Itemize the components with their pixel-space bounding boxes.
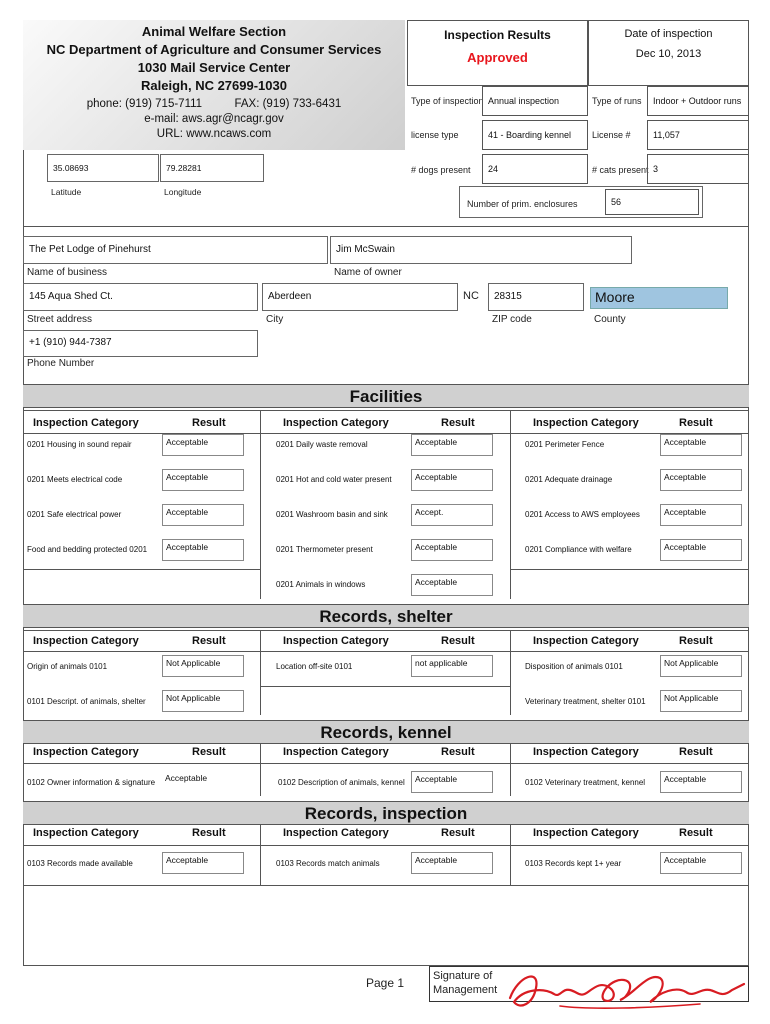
facilities-result[interactable]: Acceptable [660, 539, 742, 561]
col-header-result: Result [679, 746, 713, 758]
records-inspection-item: 0103 Records made available [27, 859, 133, 868]
inspection-results-box [407, 20, 588, 86]
records-shelter-result[interactable]: Not Applicable [162, 690, 244, 712]
business-name-field[interactable]: The Pet Lodge of Pinehurst [23, 236, 328, 264]
page-number: Page 1 [366, 976, 405, 990]
latitude-label: Latitude [51, 187, 82, 197]
inspection-date-label: Date of inspection [624, 28, 713, 40]
owner-name-field[interactable]: Jim McSwain [330, 236, 632, 264]
col-header-category: Inspection Category [283, 635, 389, 647]
phone-label: Phone Number [27, 358, 95, 369]
type-of-inspection-label: Type of inspection [411, 96, 484, 106]
records-shelter-result[interactable]: not applicable [411, 655, 493, 677]
column-divider [260, 630, 261, 715]
facilities-result[interactable]: Acceptable [411, 539, 493, 561]
records-inspection-item: 0103 Records kept 1+ year [525, 859, 622, 868]
column-divider [510, 630, 511, 715]
inspection-results-label: Inspection Results [444, 28, 551, 42]
license-number-label: License # [592, 130, 631, 140]
facilities-item: 0201 Safe electrical power [27, 510, 122, 519]
col-header-category: Inspection Category [33, 635, 139, 647]
divider [23, 885, 749, 886]
records-kennel-result[interactable]: Acceptable [660, 771, 742, 793]
facilities-item: 0201 Thermometer present [276, 545, 373, 554]
column-divider [260, 825, 261, 885]
column-divider [510, 744, 511, 796]
county-label: County [594, 314, 626, 325]
records-kennel-result[interactable]: Acceptable [411, 771, 493, 793]
cats-present-label: # cats present [592, 165, 649, 175]
facilities-result[interactable]: Acceptable [162, 539, 244, 561]
column-divider [510, 825, 511, 885]
col-header-result: Result [192, 827, 226, 839]
facilities-item: 0201 Perimeter Fence [525, 440, 605, 449]
street-address-label: Street address [27, 314, 93, 325]
agency-fax: FAX: (919) 733-6431 [234, 98, 342, 110]
col-header-category: Inspection Category [283, 827, 389, 839]
county-field[interactable]: Moore [590, 287, 728, 309]
facilities-result[interactable]: Acceptable [411, 574, 493, 596]
facilities-item: 0201 Adequate drainage [525, 475, 613, 484]
longitude-field[interactable]: 79.28281 [160, 154, 264, 182]
divider [510, 569, 749, 570]
enclosures-label: Number of prim. enclosures [467, 199, 578, 209]
divider [23, 630, 749, 631]
divider [23, 410, 749, 411]
phone-field[interactable]: +1 (910) 944-7387 [23, 330, 258, 357]
records-shelter-title: Records, shelter [23, 604, 749, 628]
records-shelter-item: Origin of animals 0101 [27, 662, 108, 671]
inspection-date-box [588, 20, 749, 86]
column-divider [260, 744, 261, 796]
records-kennel-item: 0102 Veterinary treatment, kennel [525, 778, 646, 787]
col-header-result: Result [441, 746, 475, 758]
col-header-result: Result [679, 827, 713, 839]
col-header-result: Result [441, 417, 475, 429]
longitude-label: Longitude [164, 187, 202, 197]
divider [23, 845, 749, 846]
agency-header [23, 20, 405, 150]
col-header-result: Result [192, 417, 226, 429]
column-divider [510, 410, 511, 599]
facilities-item: 0201 Daily waste removal [276, 440, 368, 449]
col-header-category: Inspection Category [533, 417, 639, 429]
zip-field[interactable]: 28315 [488, 283, 584, 311]
inspection-date-value[interactable]: Dec 10, 2013 [635, 48, 702, 60]
divider [23, 433, 749, 434]
agency-contact [23, 97, 405, 112]
city-field[interactable]: Aberdeen [262, 283, 458, 311]
records-shelter-item: Location off-site 0101 [276, 662, 353, 671]
records-inspection-result[interactable]: Acceptable [162, 852, 244, 874]
col-header-category: Inspection Category [33, 417, 139, 429]
agency-url: URL: www.ncaws.com [156, 128, 272, 140]
facilities-result[interactable]: Acceptable [411, 434, 493, 456]
records-inspection-title: Records, inspection [23, 801, 749, 825]
records-shelter-result[interactable]: Not Applicable [162, 655, 244, 677]
agency-address1: 1030 Mail Service Center [137, 60, 291, 75]
owner-name-label: Name of owner [334, 267, 402, 278]
inspection-results-value[interactable]: Approved [467, 50, 528, 65]
col-header-category: Inspection Category [33, 746, 139, 758]
divider [23, 226, 749, 227]
facilities-result[interactable]: Acceptable [660, 434, 742, 456]
agency-section: Animal Welfare Section [141, 24, 287, 39]
records-shelter-result[interactable]: Not Applicable [660, 690, 742, 712]
handwritten-signature [500, 958, 750, 1018]
license-type-label: license type [411, 130, 459, 140]
type-of-runs-field[interactable]: Indoor + Outdoor runs [647, 86, 749, 116]
facilities-item: 0201 Meets electrical code [27, 475, 123, 484]
records-kennel-result[interactable]: Acceptable [165, 773, 208, 783]
records-shelter-result[interactable]: Not Applicable [660, 655, 742, 677]
col-header-category: Inspection Category [533, 746, 639, 758]
facilities-item: 0201 Housing in sound repair [27, 440, 132, 449]
facilities-item: 0201 Compliance with welfare [525, 545, 632, 554]
facilities-item: 0201 Animals in windows [276, 580, 366, 589]
facilities-item: 0201 Washroom basin and sink [276, 510, 388, 519]
col-header-category: Inspection Category [533, 827, 639, 839]
agency-department: NC Department of Agriculture and Consumer Services [46, 42, 382, 57]
facilities-item: 0201 Hot and cold water present [276, 475, 392, 484]
col-header-category: Inspection Category [533, 635, 639, 647]
divider [23, 763, 749, 764]
col-header-result: Result [441, 827, 475, 839]
divider [23, 651, 749, 652]
facilities-item: 0201 Access to AWS employees [525, 510, 640, 519]
zip-label: ZIP code [492, 314, 532, 325]
agency-phone: phone: (919) 715-7111 [86, 98, 203, 110]
records-shelter-item: Veterinary treatment, shelter 0101 [525, 697, 646, 706]
col-header-result: Result [192, 635, 226, 647]
facilities-result[interactable]: Acceptable [660, 469, 742, 491]
facilities-result[interactable]: Accept. [411, 504, 493, 526]
license-number-field[interactable]: 11,057 [647, 120, 749, 150]
facilities-title: Facilities [23, 384, 749, 408]
col-header-result: Result [679, 635, 713, 647]
state-field[interactable]: NC [463, 290, 479, 302]
facilities-result[interactable]: Acceptable [660, 504, 742, 526]
divider [23, 569, 260, 570]
facilities-result[interactable]: Acceptable [162, 434, 244, 456]
col-header-category: Inspection Category [33, 827, 139, 839]
records-inspection-result[interactable]: Acceptable [660, 852, 742, 874]
col-header-result: Result [679, 417, 713, 429]
records-shelter-item: Disposition of animals 0101 [525, 662, 623, 671]
latitude-field[interactable]: 35.08693 [47, 154, 159, 182]
facilities-result[interactable]: Acceptable [162, 469, 244, 491]
type-of-runs-label: Type of runs [592, 96, 642, 106]
dogs-present-field[interactable]: 24 [482, 154, 588, 184]
records-shelter-item: 0101 Descript. of animals, shelter [27, 697, 146, 706]
records-kennel-item: 0102 Owner information & signature [27, 778, 156, 787]
cats-present-field[interactable]: 3 [647, 154, 749, 184]
col-header-category: Inspection Category [283, 746, 389, 758]
city-label: City [266, 314, 284, 325]
column-divider [260, 410, 261, 599]
business-name-label: Name of business [27, 267, 108, 278]
street-address-field[interactable]: 145 Aqua Shed Ct. [23, 283, 258, 311]
records-kennel-title: Records, kennel [23, 720, 749, 744]
signature-label: Signature of Management [433, 970, 498, 996]
type-of-inspection-field[interactable]: Annual inspection [482, 86, 588, 116]
records-inspection-item: 0103 Records match animals [276, 859, 380, 868]
col-header-result: Result [192, 746, 226, 758]
records-kennel-item: 0102 Description of animals, kennel [278, 778, 405, 787]
records-inspection-result[interactable]: Acceptable [411, 852, 493, 874]
agency-email: e-mail: aws.agr@ncagr.gov [144, 113, 284, 125]
col-header-category: Inspection Category [283, 417, 389, 429]
facilities-result[interactable]: Acceptable [411, 469, 493, 491]
divider [260, 686, 510, 687]
facilities-result[interactable]: Acceptable [162, 504, 244, 526]
facilities-item: Food and bedding protected 0201 [27, 545, 148, 554]
agency-address2: Raleigh, NC 27699-1030 [141, 78, 287, 93]
enclosures-field[interactable]: 56 [605, 189, 699, 215]
license-type-field[interactable]: 41 - Boarding kennel [482, 120, 588, 150]
col-header-result: Result [441, 635, 475, 647]
dogs-present-label: # dogs present [411, 165, 471, 175]
